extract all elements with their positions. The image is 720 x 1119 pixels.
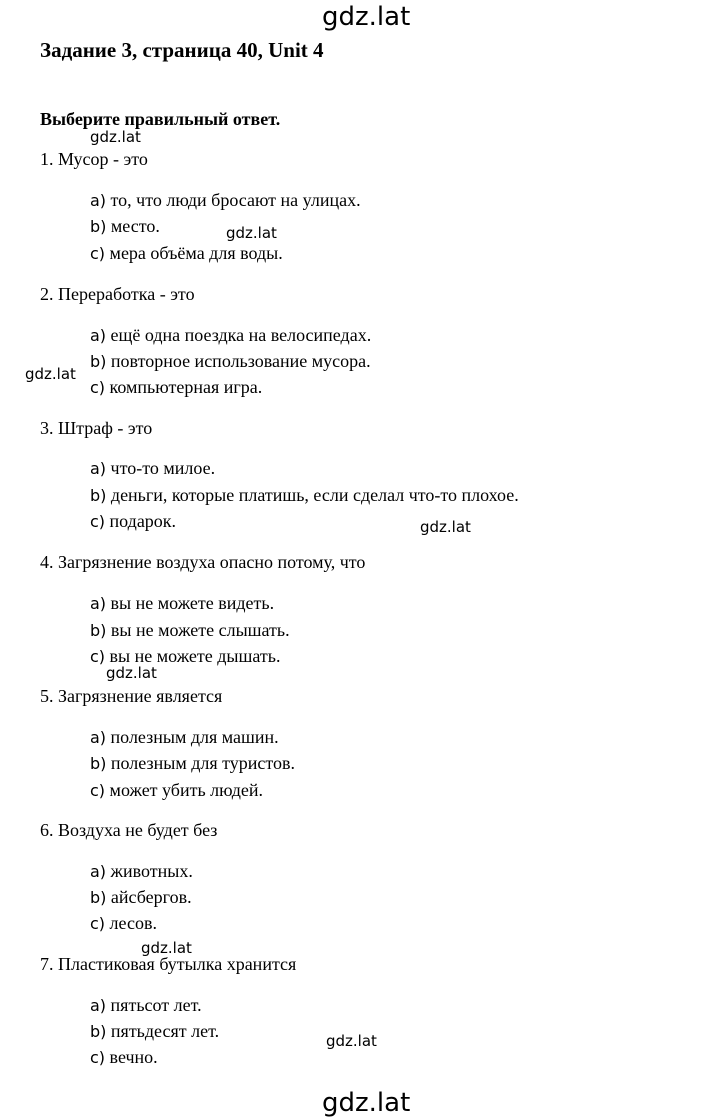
question-6-option-b xyxy=(90,887,192,908)
watermark: gdz.lat xyxy=(25,365,76,383)
option-letter: b) xyxy=(90,754,107,773)
question-1-option-b xyxy=(90,216,160,237)
question-1-option-c xyxy=(90,243,283,264)
option-letter: a) xyxy=(90,594,107,613)
option-letter: c) xyxy=(90,781,106,800)
question-6-option-a xyxy=(90,861,193,882)
option-letter: c) xyxy=(90,1048,106,1067)
option-text: то, что люди бросают на улицах. xyxy=(110,190,361,210)
option-letter: c) xyxy=(90,378,106,397)
option-text: мера объёма для воды. xyxy=(109,243,283,263)
question-7-option-b xyxy=(90,1021,219,1042)
option-text: животных. xyxy=(110,861,193,881)
option-letter: b) xyxy=(90,621,107,640)
option-letter: a) xyxy=(90,191,107,210)
option-text: вы не можете видеть. xyxy=(110,593,275,613)
option-letter: b) xyxy=(90,888,107,907)
option-text: ещё одна поездка на велосипедах. xyxy=(110,325,372,345)
option-text: лесов. xyxy=(109,913,157,933)
option-text: место. xyxy=(110,216,160,236)
option-text: пятьдесят лет. xyxy=(110,1021,220,1041)
question-4-option-c xyxy=(90,646,280,667)
option-letter: c) xyxy=(90,914,106,933)
option-letter: b) xyxy=(90,1022,107,1041)
option-text: вы не можете слышать. xyxy=(110,620,290,640)
question-2-option-c xyxy=(90,377,262,398)
option-text: пятьсот лет. xyxy=(110,995,202,1015)
question-1-option-a xyxy=(90,190,361,211)
option-letter: c) xyxy=(90,244,106,263)
option-text: деньги, которые платишь, если сделал что-то плохое. xyxy=(110,485,519,505)
option-text: повторное использование мусора. xyxy=(110,351,371,371)
option-letter: b) xyxy=(90,217,107,236)
question-6-option-c xyxy=(90,913,157,934)
question-7-option-a xyxy=(90,995,202,1016)
question-4-option-b xyxy=(90,620,290,641)
question-5: 5. Загрязнение является xyxy=(40,686,223,706)
option-letter: a) xyxy=(90,459,107,478)
question-7-option-c xyxy=(90,1047,158,1068)
option-letter: b) xyxy=(90,352,107,371)
option-text: подарок. xyxy=(109,511,177,531)
question-3-option-a xyxy=(90,458,215,479)
question-3-option-c xyxy=(90,511,176,532)
question-4: 4. Загрязнение воздуха опасно потому, что xyxy=(40,552,366,572)
option-letter: a) xyxy=(90,326,107,345)
option-text: айсбергов. xyxy=(110,887,192,907)
question-2: 2. Переработка - это xyxy=(40,284,195,304)
question-3: 3. Штраф - это xyxy=(40,418,153,438)
question-4-option-a xyxy=(90,593,274,614)
instruction: Выберите правильный ответ. xyxy=(40,109,281,129)
option-text: полезным для туристов. xyxy=(110,753,296,773)
option-text: компьютерная игра. xyxy=(109,377,263,397)
question-6: 6. Воздуха не будет без xyxy=(40,820,218,840)
option-text: вечно. xyxy=(109,1047,158,1067)
option-letter: c) xyxy=(90,647,106,666)
option-letter: a) xyxy=(90,996,107,1015)
option-letter: a) xyxy=(90,862,107,881)
watermark-top: gdz.lat xyxy=(322,2,411,32)
question-3-option-b xyxy=(90,485,519,506)
question-2-option-a xyxy=(90,325,371,346)
question-5-option-b xyxy=(90,753,295,774)
option-letter: b) xyxy=(90,486,107,505)
question-5-option-c xyxy=(90,780,263,801)
watermark: gdz.lat xyxy=(141,939,192,957)
question-5-option-a xyxy=(90,727,279,748)
question-2-option-b xyxy=(90,351,371,372)
watermark: gdz.lat xyxy=(326,1032,377,1050)
question-1: 1. Мусор - это xyxy=(40,149,148,169)
watermark-bottom: gdz.lat xyxy=(322,1088,411,1118)
watermark: gdz.lat xyxy=(226,224,277,242)
option-text: вы не можете дышать. xyxy=(109,646,281,666)
watermark: gdz.lat xyxy=(90,128,141,146)
watermark: gdz.lat xyxy=(106,664,157,682)
question-7: 7. Пластиковая бутылка хранится xyxy=(40,954,297,974)
page-title: Задание 3, страница 40, Unit 4 xyxy=(40,38,324,62)
option-letter: c) xyxy=(90,512,106,531)
option-text: что-то милое. xyxy=(110,458,216,478)
watermark: gdz.lat xyxy=(420,518,471,536)
option-text: полезным для машин. xyxy=(110,727,279,747)
option-text: может убить людей. xyxy=(109,780,263,800)
option-letter: a) xyxy=(90,728,107,747)
